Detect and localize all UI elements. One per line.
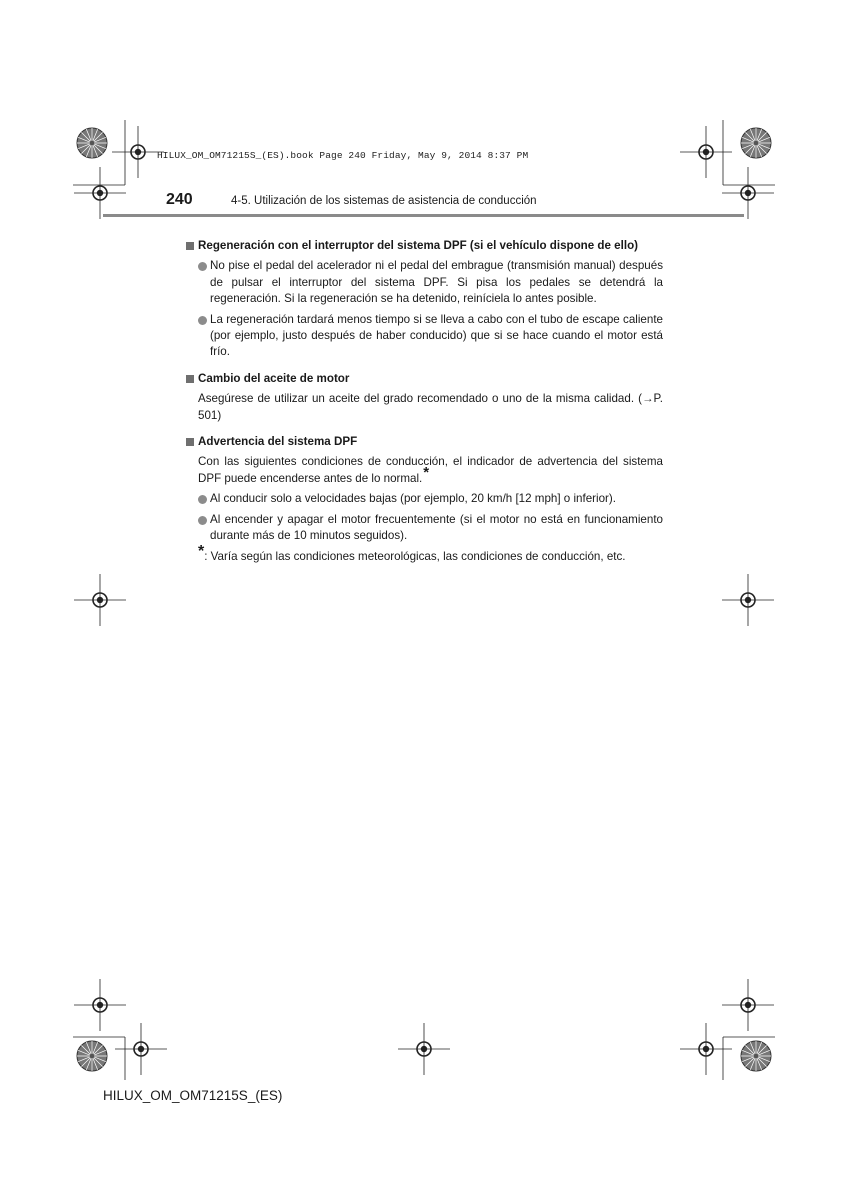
section-title: 4-5. Utilización de los sistemas de asistencia de conducción	[231, 195, 537, 207]
list-item: Al encender y apagar el motor frecuentemente (si el motor no está en funcionamiento durante más de 10 minutos seguidos).	[186, 512, 663, 545]
footnote-star: *	[198, 542, 205, 560]
paragraph: Asegúrese de utilizar un aceite del grado recomendado o uno de la misma calidad. (→P. 501)	[198, 392, 663, 422]
paragraph: Con las siguientes condiciones de conducción, el indicador de advertencia del sistema DPF puede encenderse antes de lo normal.*	[198, 455, 663, 485]
footnote-marker: *	[423, 463, 430, 481]
list-item: La regeneración tardará menos tiempo si se lleva a cabo con el tubo de escape caliente (por ejemplo, justo después de haber conducido) que si se hace cuando el motor está frío.	[186, 312, 663, 361]
round-bullet-icon	[198, 262, 207, 271]
round-bullet-icon	[198, 516, 207, 525]
square-bullet-icon	[186, 438, 194, 446]
section-heading: Regeneración con el interruptor del sistema DPF (si el vehículo dispone de ello)	[186, 238, 663, 254]
footnote: *: Varía según las condiciones meteorológicas, las condiciones de conducción, etc.	[198, 542, 626, 563]
footer-doc-id: HILUX_OM_OM71215S_(ES)	[103, 1088, 283, 1103]
header-rule	[103, 214, 744, 217]
square-bullet-icon	[186, 242, 194, 250]
square-bullet-icon	[186, 375, 194, 383]
round-bullet-icon	[198, 495, 207, 504]
page-content	[186, 238, 663, 565]
list-item: Al conducir solo a velocidades bajas (por ejemplo, 20 km/h [12 mph] o inferior).	[186, 491, 663, 507]
page-number: 240	[166, 191, 193, 208]
section-heading: Cambio del aceite de motor	[186, 371, 663, 387]
list-item: No pise el pedal del acelerador ni el pedal del embrague (transmisión manual) después de pulsar el interruptor del sistema DPF. Si pisa los pedales se detendrá la regeneración. Si la regeneración se ha detenido, reiníciela lo antes posible.	[186, 258, 663, 307]
section-heading: Advertencia del sistema DPF	[186, 434, 663, 450]
round-bullet-icon	[198, 316, 207, 325]
print-header: HILUX_OM_OM71215S_(ES).book Page 240 Friday, May 9, 2014 8:37 PM	[157, 150, 529, 161]
